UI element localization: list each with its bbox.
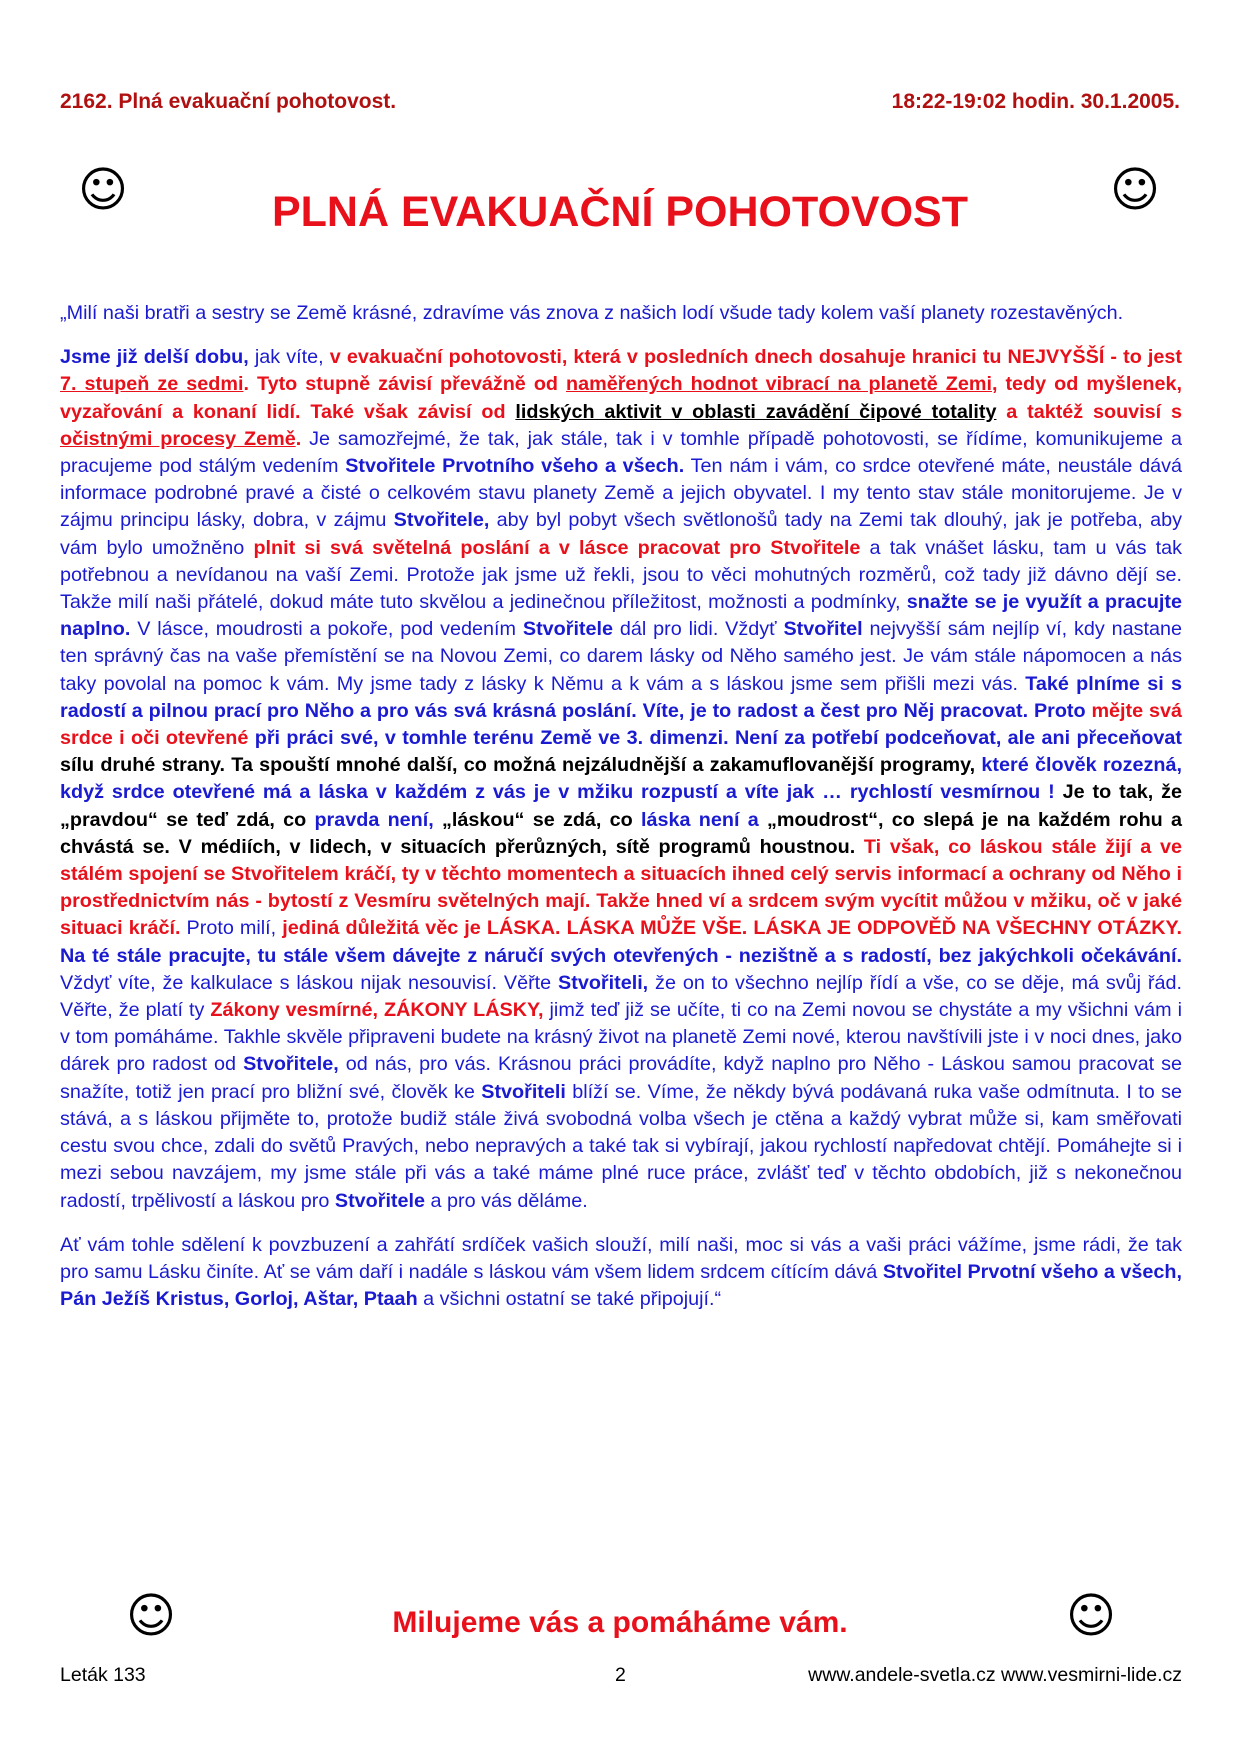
text-span: „moudrost“, co slepá je na každém rohu a chvástá se. V médiích, v lidech, v situacích přerůzných, sítě programů houstnou. (60, 808, 1182, 858)
text-span: V lásce, moudrosti a pokoře, pod vedením (130, 618, 523, 641)
text-span: Ať vám tohle sdělení k povzbuzení a zahřátí srdíček vašich slouží, milí naši, moc si vás a vaši práci vážíme, jsme rádi, že tak pro samu Lásku činíte. Ať se vám daří i nadále s láskou vám všem lidem srdcem cítícím dává (60, 1233, 1182, 1283)
text-span: Zákony vesmírné, ZÁKONY LÁSKY, (210, 999, 544, 1022)
page-number: 2 (615, 1664, 626, 1686)
text-span: sílu druhé strany. Ta spouští mnohé další, co možná nejzáludnější a zakamuflovanější programy, (60, 754, 976, 777)
text-span: pravda není, (314, 808, 434, 831)
website-links: www.andele-svetla.cz www.vesmirni-lide.cz (808, 1664, 1182, 1686)
paragraph-greeting: „Milí naši bratři a sestry se Země krásné, zdravíme vás znova z našich lodí všude tady kolem vaší planety rozestavěných. (60, 302, 1124, 324)
text-span: . Tyto stupně závisí převážně od (243, 373, 567, 396)
text-span: Stvořitel (783, 618, 863, 641)
text-span: očistnými procesy Země (60, 427, 296, 450)
text-span: plnit si svá světelná poslání a v lásce pracovat pro Stvořitele (253, 536, 861, 559)
text-span: dál pro lidi. Vždyť (613, 618, 784, 641)
header-number-title: 2162. Plná evakuační pohotovost. (60, 90, 397, 113)
text-span: Jsme již delší dobu, (60, 346, 249, 369)
text-span: Také plníme si s radostí a pilnou prací pro Něho a pro vás svá krásná poslání. Víte, je to radost a čest pro Něj pracovat. Proto (60, 672, 1183, 722)
text-span: Stvořitele (522, 618, 614, 641)
text-span: jimž teď již se učíte, ti co na Zemi novou se chystáte a my všichni vám i v tom pomáháme. Takhle skvěle připraveni budete na krásný život na planetě Zemi nové, kterou navštívili jste i v noci dnes, jako dárek pro radost od (60, 999, 1182, 1076)
text-span: a pro vás děláme. (425, 1189, 588, 1212)
text-span: a všichni ostatní se také připojují.“ (417, 1288, 722, 1311)
text-span: jak víte, (248, 346, 330, 369)
text-span: , tedy od myšlenek, vyzařování a konaní lidí. Také však závisí od (60, 373, 1182, 423)
smiley-icon: ☺ (78, 162, 129, 218)
paragraph-main (60, 344, 1182, 1215)
smiley-icon: ☺ (126, 1588, 177, 1644)
text-span: nejvyšší sám nejlíp ví, kdy nastane ten správný čas na vaše přemístění se na Novou Zemi, co darem lásky od Něho samého jest. Je vám stále nápomocen a nás taky povolal na pomoc k vám. My jsme tady z lásky k Němu a k vám a s láskou jsme sem přišli mezi vás. (60, 618, 1183, 695)
text-span: Na té stále pracujte, tu stále všem dávejte z náručí svých otevřených - nezištně a s radostí, bez jakýchkoli očekávání. (60, 944, 1182, 967)
text-span: Je samozřejmé, že tak, jak stále, tak i v tomhle případě pohotovosti, se řídíme, komunikujeme a pracujeme pod stálým vedením (60, 427, 1182, 478)
closing-line: Milujeme vás a pomáháme vám. (392, 1606, 848, 1639)
text-span: aby byl pobyt všech světlonošů tady na Zemi tak dlouhý, jak je potřeba, aby vám bylo umožněno (60, 509, 1182, 559)
smiley-icon: ☺ (1066, 1588, 1117, 1644)
text-span: naměřených hodnot vibrací na planetě Zemi (566, 373, 992, 396)
text-span: 7. stupeň ze sedmi (60, 373, 244, 396)
leaflet-number: Leták 133 (60, 1664, 146, 1686)
document-header (60, 90, 1180, 124)
text-span: a taktéž souvisí s (996, 400, 1183, 423)
header-time-date: 18:22-19:02 hodin. 30.1.2005. (891, 90, 1180, 113)
page-title: PLNÁ EVAKUAČNÍ POHOTOVOST (271, 188, 969, 236)
text-span: mějte svá srdce i oči otevřené (60, 699, 1182, 750)
text-span: od nás, pro vás. Krásnou práci provádíte, když naplno pro Něho - Láskou samou pracovat se snažíte, totiž jen prací pro bližní své, člověk ke (60, 1053, 1182, 1103)
text-span: Stvořiteli, (558, 971, 649, 994)
smiley-icon: ☺ (1110, 162, 1161, 218)
text-span: Vždyť víte, že kalkulace s láskou nijak nesouvisí. Věřte (60, 971, 559, 994)
message-body (60, 300, 1182, 1330)
text-span: jediná důležitá věc je LÁSKA. LÁSKA MŮŽE VŠE. LÁSKA JE ODPOVĚĎ NA VŠECHNY OTÁZKY. (282, 917, 1183, 940)
text-span: že on to všechno nejlíp řídí a vše, co se děje, má svůj řád. Věřte, že platí ty (60, 971, 1182, 1022)
text-span: Je to tak, že „pravdou“ se teď zdá, co (60, 781, 1182, 831)
text-span: které člověk rozezná, když srdce otevřené má a láska v každém z vás je v mžiku rozpustí a víte jak … rychlostí vesmírnou ! (60, 754, 1182, 804)
text-span: Stvořitele Prvotního všeho a všech. (345, 455, 685, 478)
text-span: v evakuační pohotovosti, která v posledních dnech dosahuje hranici tu NEJVYŠŠÍ - to jest (329, 346, 1182, 369)
text-span: Stvořitele, (393, 509, 490, 532)
text-span: Stvořitele, (243, 1053, 339, 1076)
text-span: Stvořitele (334, 1189, 426, 1212)
text-span: Proto milí, (180, 917, 283, 940)
text-span: Stvořiteli (481, 1080, 566, 1103)
text-span: při práci své, v tomhle terénu Země ve 3. dimenzi. Není za potřebí podceňovat, ale ani přeceňovat (248, 727, 1182, 750)
text-span: Stvořitel Prvotní všeho a všech, Pán Ježíš Kristus, Gorloj, Aštar, Ptaah (60, 1260, 1183, 1311)
paragraph-closing (60, 1232, 1182, 1314)
text-span: snažte se je využít a pracujte naplno. (60, 591, 1182, 641)
text-span: láska není a (641, 808, 759, 831)
text-span: . (295, 427, 302, 450)
text-span: lidských aktivit v oblasti zavádění čipové totality (515, 400, 997, 423)
text-span: blíží se. Víme, že někdy bývá podávaná ruka vaše odmítnuta. I to se stává, a s láskou přijměte to, protože budiž stále živá svobodná volba všech je ctěna a každý vybrat může si, kam směřovati cestu svou chce, zdali do světů Pravých, nebo nepravých a také tak si vybírají, jakou rychlostí napředovat chtějí. Pomáhejte si i mezi sebou navzájem, my jsme stále při vás a také máme plné ruce práce, zvlášť teď v těchto obdobích, již s nekonečnou radostí, trpělivostí a láskou pro (60, 1080, 1182, 1212)
text-span: „láskou“ se zdá, co (433, 808, 642, 831)
text-span: a tak vnášet lásku, tam u vás tak potřebnou a nevídanou na vaší Zemi. Protože jak jsme už řekli, jsou to věci mohutných rozměrů, což tady již dávno dějí se. Takže milí naši přátelé, dokud máte tuto skvělou a jedinečnou příležitost, možnosti a podmínky, (60, 536, 1182, 614)
text-span: Ti však, co láskou stále žijí a ve stálém spojení se Stvořitelem kráčí, ty v těchto momentech a situacích ihned celý servis informací a ochrany od Něho i prostřednictvím nás - bytostí z Vesmíru světelných mají. Takže hned ví a srdcem svým vycítit můžou v mžiku, oč v jaké situaci kráčí. (60, 835, 1182, 940)
text-span: Ten nám i vám, co srdce otevřené máte, neustále dává informace podrobné pravé a čisté o celkovém stavu planety Země a jejich obyvatel. I my tento stav stále monitorujeme. Je v zájmu principu lásky, dobra, v zájmu (60, 455, 1183, 532)
